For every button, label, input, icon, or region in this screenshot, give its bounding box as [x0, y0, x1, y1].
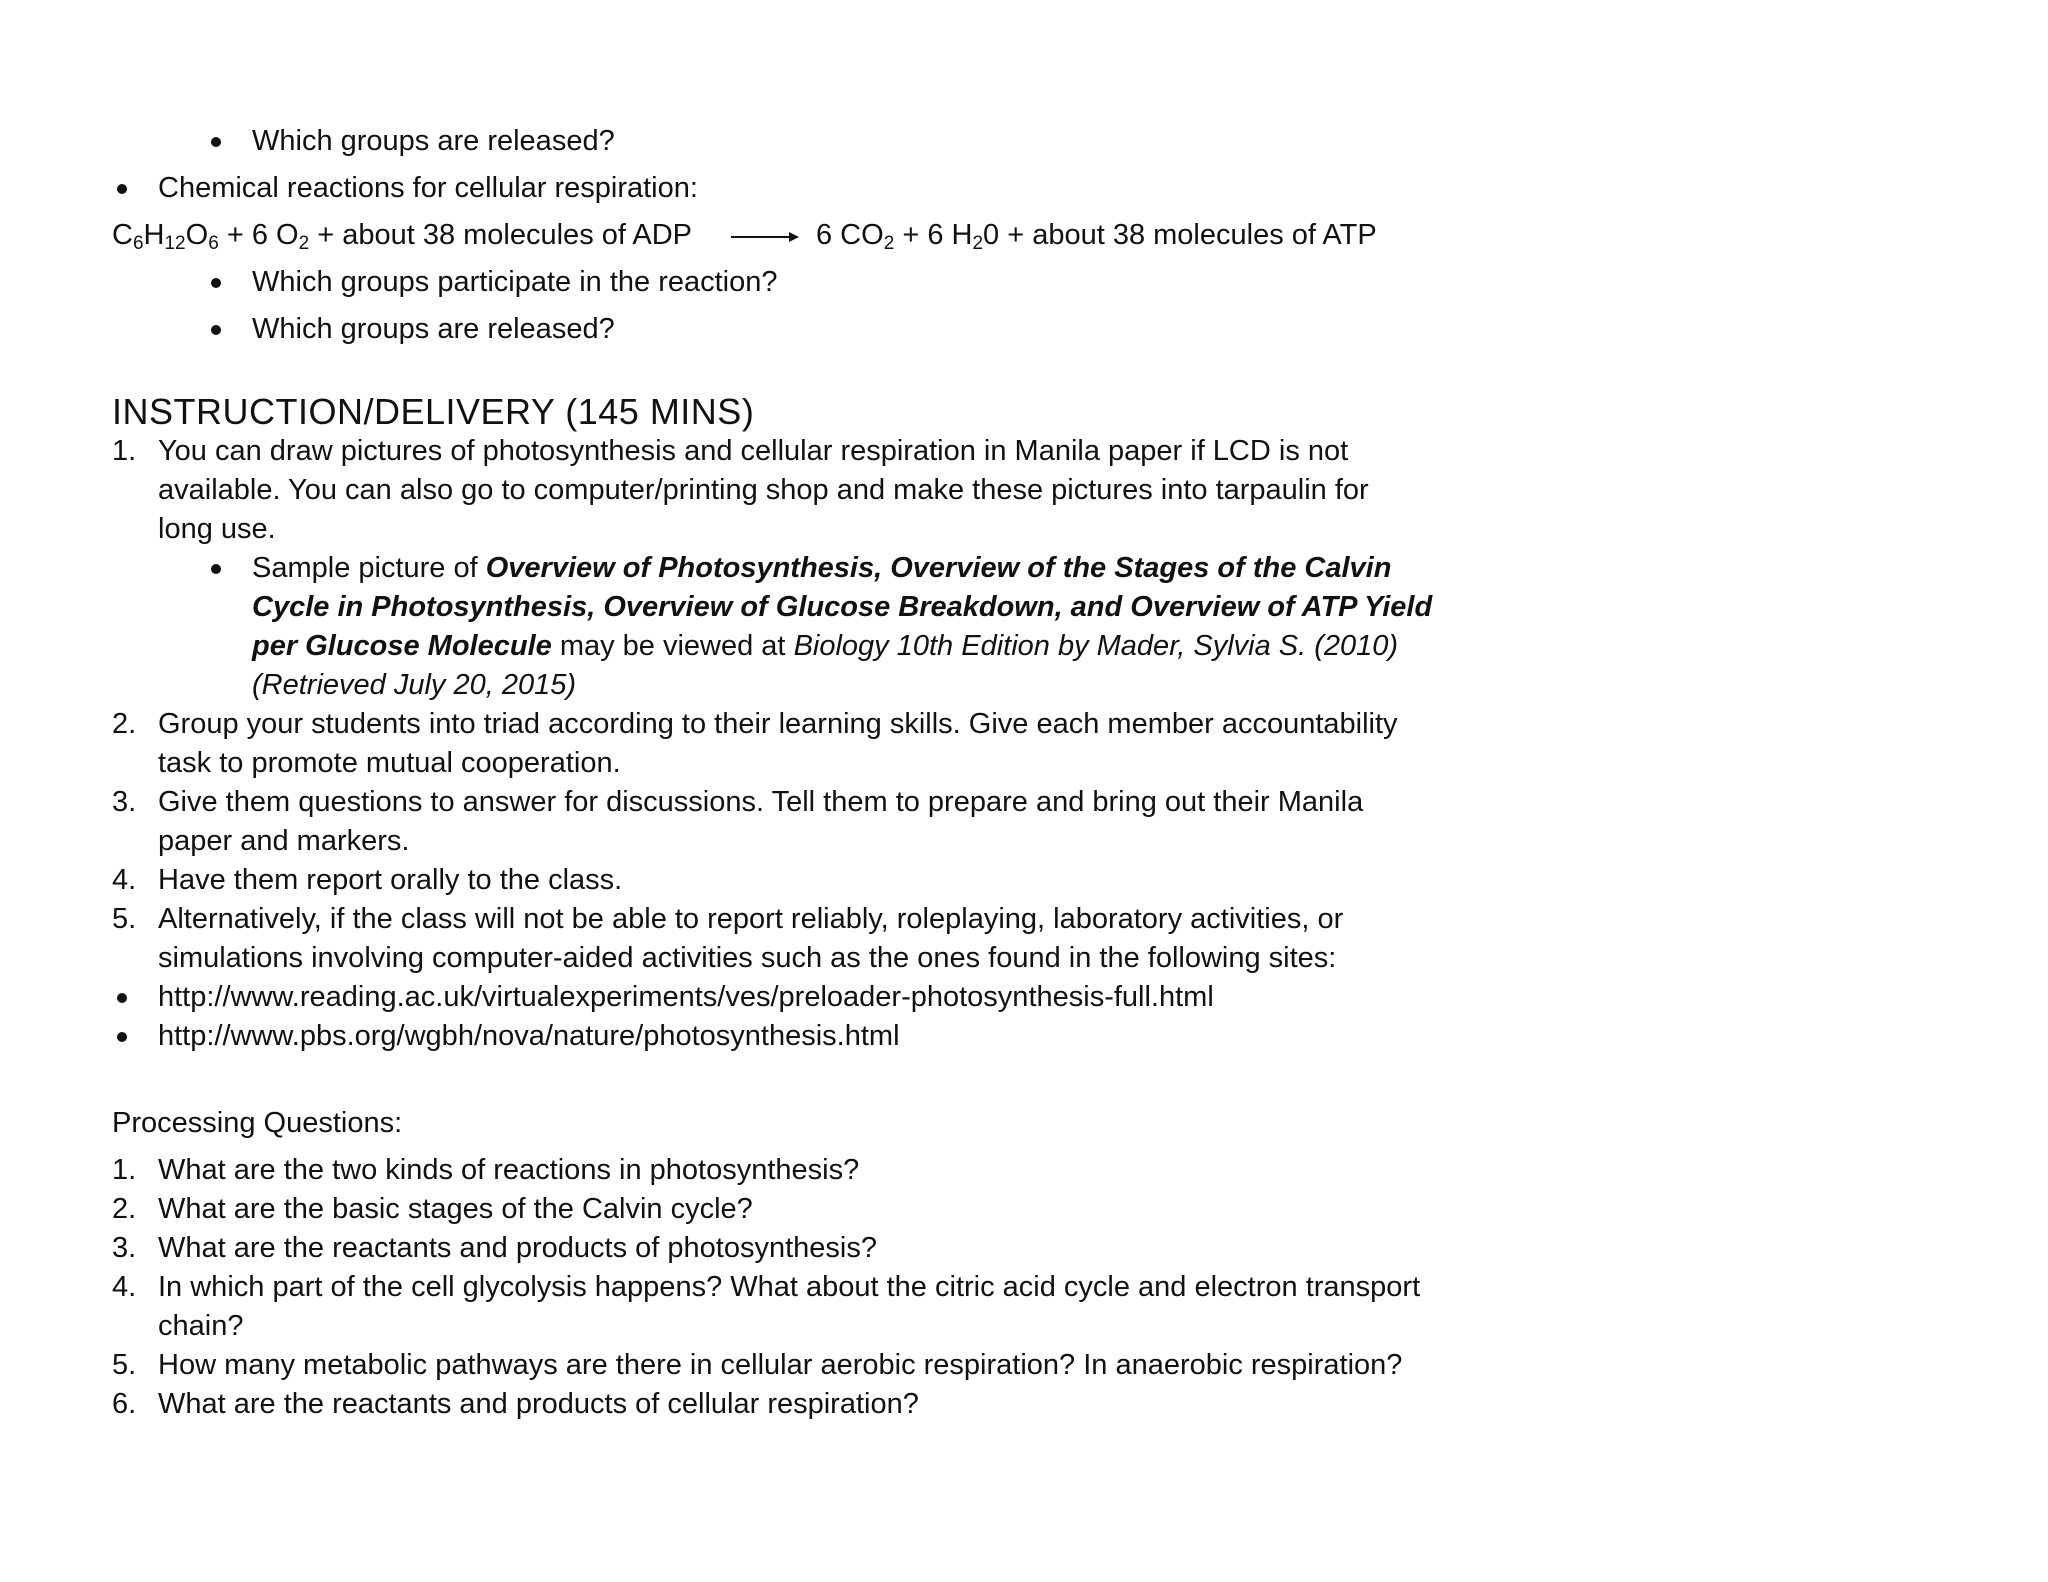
question-text: What are the reactants and products of cellular respiration? [158, 1388, 919, 1420]
question-released-2: Which groups are released? [252, 313, 615, 345]
question-number: 6. [112, 1388, 137, 1420]
list-number: 1. [112, 435, 137, 467]
list-number: 3. [112, 786, 137, 818]
section-heading: INSTRUCTION/DELIVERY (145 MINS) [112, 391, 755, 432]
list-item-text: simulations involving computer-aided activities such as the ones found in the following sites: [158, 942, 1337, 974]
list-number: 4. [112, 864, 137, 896]
chem-reactions-intro: Chemical reactions for cellular respiration: [158, 172, 698, 204]
question-text: What are the two kinds of reactions in photosynthesis? [158, 1154, 860, 1186]
equation-left: $C_6H_{12}O_6 + 6$ $O_2$ + about 38 molecules of ADP [112, 219, 693, 254]
list-item-text: Alternatively, if the class will not be able to report reliably, roleplaying, laboratory activities, or [158, 903, 1344, 935]
list-item-text: Group your students into triad according to their learning skills. Give each member accountability [158, 708, 1398, 740]
bullet-icon [117, 993, 127, 1003]
bullet-icon [211, 325, 221, 335]
list-item-text: task to promote mutual cooperation. [158, 747, 621, 779]
question-text: chain? [158, 1310, 244, 1342]
list-number: 5. [112, 903, 137, 935]
question-text: What are the basic stages of the Calvin cycle? [158, 1193, 753, 1225]
question-number: 2. [112, 1193, 137, 1225]
list-item-text: available. You can also go to computer/printing shop and make these pictures into tarpaulin for [158, 474, 1369, 506]
question-text: What are the reactants and products of photosynthesis? [158, 1232, 877, 1264]
question-text: How many metabolic pathways are there in cellular aerobic respiration? In anaerobic respiration? [158, 1349, 1403, 1381]
sample-line-3: per Glucose Molecule may be viewed at Biology 10th Edition by Mader, Sylvia S. (2010) [252, 630, 1399, 662]
link-reading[interactable]: http://www.reading.ac.uk/virtualexperiments/ves/preloader-photosynthesis-full.html [158, 981, 1214, 1013]
bullet-icon [211, 137, 221, 147]
bullet-icon [211, 278, 221, 288]
list-item-text: Give them questions to answer for discussions. Tell them to prepare and bring out their Manila [158, 786, 1364, 818]
question-number: 3. [112, 1232, 137, 1264]
list-item-text: paper and markers. [158, 825, 410, 857]
equation-right: 6 $CO_2 + 6$ $H_20$ + about 38 molecules of ATP [816, 219, 1377, 254]
question-participate: Which groups participate in the reaction? [252, 266, 778, 298]
question-text: In which part of the cell glycolysis happens? What about the citric acid cycle and electron transport [158, 1271, 1421, 1303]
bullet-icon [117, 184, 127, 194]
sample-line-2: Cycle in Photosynthesis, Overview of Glucose Breakdown, and Overview of ATP Yield [252, 591, 1433, 623]
list-item-text: Have them report orally to the class. [158, 864, 623, 896]
sample-line-1: Sample picture of Overview of Photosynthesis, Overview of the Stages of the Calvin [252, 552, 1392, 584]
processing-title: Processing Questions: [112, 1107, 403, 1139]
list-number: 2. [112, 708, 137, 740]
link-pbs[interactable]: http://www.pbs.org/wgbh/nova/nature/photosynthesis.html [158, 1020, 900, 1052]
list-item-text: long use. [158, 513, 276, 545]
list-item-text: You can draw pictures of photosynthesis and cellular respiration in Manila paper if LCD is not [158, 435, 1349, 467]
sample-line-4: (Retrieved July 20, 2015) [252, 669, 576, 701]
question-number: 1. [112, 1154, 137, 1186]
bullet-icon [211, 564, 221, 574]
question-number: 5. [112, 1349, 137, 1381]
question-released-1: Which groups are released? [252, 125, 615, 157]
question-number: 4. [112, 1271, 137, 1303]
bullet-icon [117, 1032, 127, 1042]
arrow-right-icon [731, 229, 801, 245]
